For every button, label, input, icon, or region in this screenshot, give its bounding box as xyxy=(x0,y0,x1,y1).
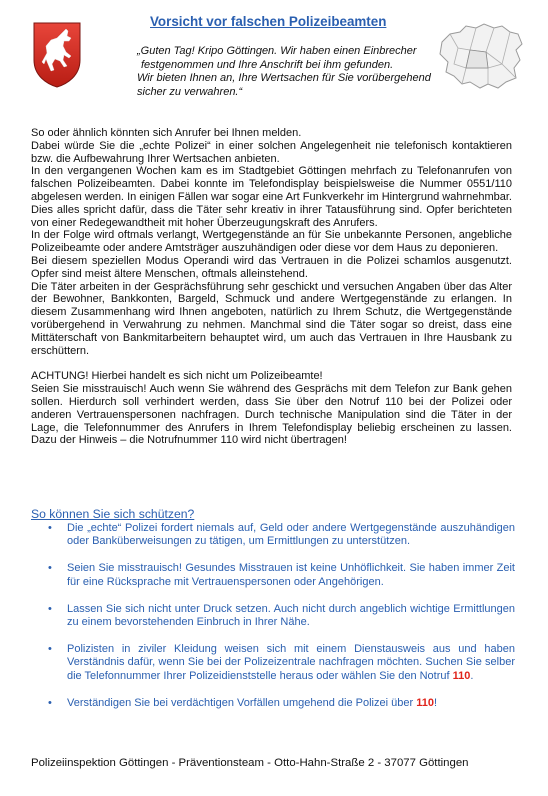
quote-line: sicher zu verwahren.“ xyxy=(137,85,243,98)
tips-list xyxy=(48,522,515,710)
bullet-icon: • xyxy=(48,643,52,656)
emergency-number: 110 xyxy=(452,669,471,682)
bullet-icon: • xyxy=(48,522,52,534)
lower-saxony-horse-crest-icon xyxy=(33,22,81,88)
tip-item xyxy=(48,522,515,548)
bullet-icon: • xyxy=(48,696,52,709)
emergency-number: 110 xyxy=(416,696,434,709)
quote-line: Wir bieten Ihnen an, Ihre Wertsachen für Sie vorübergehend xyxy=(137,72,431,85)
achtung-warning: ACHTUNG! Hierbei handelt es sich nicht um Polizeibeamte! xyxy=(31,370,323,383)
body-text xyxy=(31,127,512,447)
body-paragraph: In der Folge wird oftmals verlangt, Wertgegenstände an für Sie unbekannte Personen, angebliche Polizeibeamte oder andere Amtsträger auszuhändigen oder diese vor dem Haus zu deponieren. xyxy=(31,229,512,255)
tip-text: Polizisten in ziviler Kleidung weisen sich mit einem Dienstausweis aus und haben Verständnis dafür, wenn Sie bei der Polizeizentrale nachfragen möchten. Suchen Sie selber die Telefonnummer Ihrer Polizeidienststelle heraus oder wählen Sie den Notruf xyxy=(67,643,515,682)
tip-text-end: . xyxy=(470,669,474,682)
tip-text: Verständigen Sie bei verdächtigen Vorfällen umgehend die Polizei über xyxy=(67,696,417,709)
quote-line: „Guten Tag! Kripo Göttingen. Wir haben einen Einbrecher xyxy=(137,45,417,57)
body-paragraph: Die Täter arbeiten in der Gesprächsführung sehr geschickt und versuchen Angaben über das Alter der Bewohner, Bankkonten, Bargeld, Schmuck und andere Wertgegenstände zu erlangen. In diesem Zusammenhang wird Ihnen angeboten, natürlich zu Ihrem Schutz, die Wertgegenstände vorübergehend in Verwahrung zu nehmen. Manchmal sind die Täter sogar so dreist, dass eine Mittäterschaft von Bankmitarbeitern behauptet wird, um auch das Vertrauen in Ihre Hausbank zu erschüttern. xyxy=(31,280,512,357)
page-title: Vorsicht vor falschen Polizeibeamten xyxy=(150,14,387,29)
tip-text: Seien Sie misstrauisch! Gesundes Misstrauen ist keine Unhöflichkeit. Sie haben immer Zeit für eine Rücksprache mit Vertrauenspersonen oder Angehörigen. xyxy=(67,562,515,588)
quote-line: festgenommen und Ihre Anschrift bei ihm gefunden. xyxy=(141,58,394,71)
body-paragraph: In den vergangenen Wochen kam es im Stadtgebiet Göttingen mehrfach zu Telefonanrufen von falschen Polizeibeamten. Dabei konnte im Telefondisplay beispielsweise die Nummer 0551/110 abgelesen werden. In einigen Fällen war sogar eine Art Funkverkehr im Hintergrund wahrnehmbar. Dies alles spricht dafür, dass die Täter sehr kreativ in ihrer Tatausführung sind. Opfer berichteten von einer Redegewandtheit mit hoher Überzeugungskraft des Anrufers. xyxy=(31,165,512,229)
tip-item xyxy=(48,562,515,588)
body-paragraph: So oder ähnlich könnten sich Anrufer bei Ihnen melden. xyxy=(31,127,302,139)
bullet-icon: • xyxy=(48,602,52,615)
bullet-icon: • xyxy=(48,562,52,575)
body-paragraph: Dabei würde Sie die „echte Polizei“ in einer solchen Angelegenheit nie telefonisch kontaktieren bzw. die Aufbewahrung Ihrer Wertsachen anbieten. xyxy=(31,139,512,165)
intro-quote xyxy=(137,45,437,99)
footer-address: Polizeiinspektion Göttingen - Präventionsteam - Otto-Hahn-Straße 2 - 37077 Göttingen xyxy=(31,757,469,769)
tip-text: Die „echte“ Polizei fordert niemals auf, Geld oder andere Wertgegenstände auszuhändigen oder Banküberweisungen zu tätigen, um Ermittlungen zu unterstützen. xyxy=(67,522,515,548)
body-paragraph: Bei diesem speziellen Modus Operandi wird das Vertrauen in die Polizei schamlos ausgenutzt. Opfer sind meist ältere Menschen, oftmals alleinstehend. xyxy=(31,254,512,280)
tip-text-end: ! xyxy=(433,696,437,709)
tip-item xyxy=(48,603,515,629)
tip-item xyxy=(48,643,515,683)
body-paragraph: Seien Sie misstrauisch! Auch wenn Sie während des Gesprächs mit dem Telefon zur Bank gehen sollen. Hierdurch soll verhindert werden, dass Sie über den Notruf 110 bei der Polizei oder anderen Vertrauenspersonen nachfragen. Durch technische Manipulation sind die Täter in der Lage, die Telefonnummer des Anrufers in Ihrem Telefondisplay beliebig erscheinen zu lassen. Dazu der Hinweis – die Notrufnummer 110 wird nicht übertragen! xyxy=(31,383,512,447)
district-map-icon xyxy=(436,20,526,92)
tip-text: Lassen Sie sich nicht unter Druck setzen. Auch nicht durch angeblich wichtige Ermittlungen zu einem bevorstehenden Einbruch in Ihrer Nähe. xyxy=(67,602,515,629)
tips-heading: So können Sie sich schützen? xyxy=(31,507,195,521)
tip-item xyxy=(48,697,515,710)
